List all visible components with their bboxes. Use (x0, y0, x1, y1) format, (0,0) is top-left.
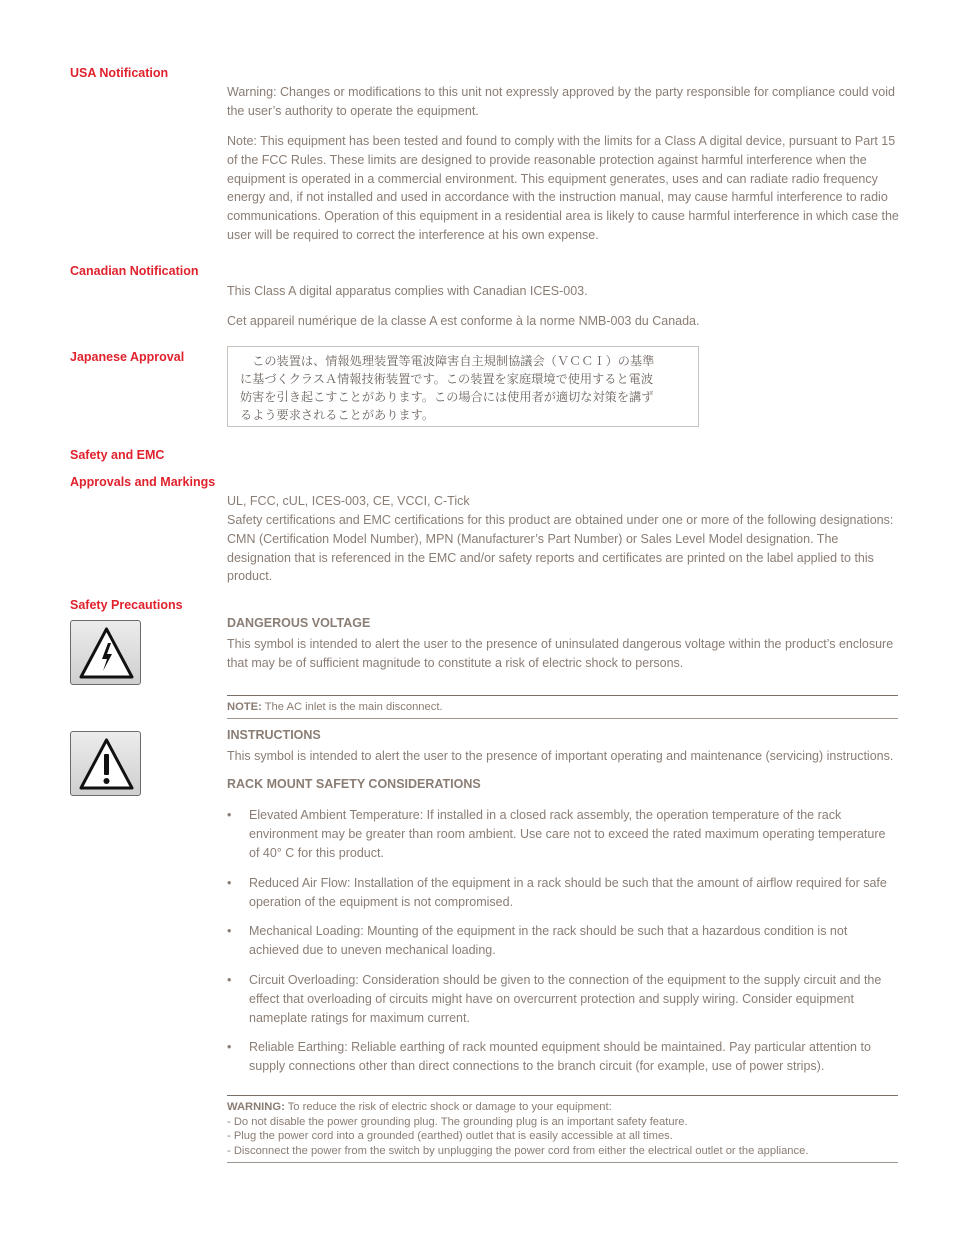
ac-inlet-note (227, 700, 899, 715)
exclamation-warning-icon (70, 731, 141, 796)
bullet-text: Mechanical Loading: Mounting of the equipment in the rack should be such that a hazardous condition is not achieved due to uneven mechanical loading. (249, 924, 848, 957)
usa-warning-text: Warning: Changes or modifications to this unit not expressly approved by the party responsible for compliance could void the user’s authority to operate the equipment. (227, 85, 895, 118)
note-top-rule (227, 695, 898, 696)
note-label: NOTE: (227, 701, 262, 713)
bullet-text: Reliable Earthing: Reliable earthing of rack mounted equipment should be maintained. Pay particular attention to supply connections other than direct connections to the branch circuit (for example, use of power strips). (249, 1040, 871, 1073)
usa-notification-heading: USA Notification (70, 66, 169, 80)
instructions-text: This symbol is intended to alert the user to the presence of important operating and maintenance (servicing) instructions. (227, 749, 894, 763)
warning-line: - Plug the power cord into a grounded (earthed) outlet that is easily accessible at all times. (227, 1130, 673, 1143)
approval-marks-text: UL, FCC, cUL, ICES-003, CE, VCCI, C-Tick (227, 494, 470, 508)
warning-block (227, 1100, 899, 1158)
warning-intro-text: To reduce the risk of electric shock or damage to your equipment: (284, 1101, 612, 1113)
warning-top-rule (227, 1095, 898, 1096)
warning-line: - Disconnect the power from the switch by unplugging the power cord from either the electrical outlet or the appliance. (227, 1144, 809, 1157)
vcci-line: 妨害を引き起こすことがあります。この場合には使用者が適切な対策を講ず (240, 390, 654, 404)
warning-intro (227, 1100, 899, 1115)
canadian-french-text: Cet appareil numérique de la classe A est conforme à la norme NMB-003 du Canada. (227, 314, 700, 328)
warning-label: WARNING: (227, 1101, 285, 1113)
vcci-notice-box (227, 346, 699, 427)
usa-note-text: Note: This equipment has been tested and found to comply with the limits for a Class A digital device, pursuant to Part 15 of the FCC Rules. These limits are designed to provide reasonable protection against harmful interference when the equipment is operated in a commercial environment. This equipment generates, uses and can radiate radio frequency energy and, if not installed and used in accordance with the instruction manual, may cause harmful interference to radio communications. Operation of this equipment in a residential area is likely to cause harmful interference in which case the user will be required to correct the interference at his own expense. (227, 134, 899, 242)
high-voltage-warning-icon (70, 620, 141, 685)
note-text: The AC inlet is the main disconnect. (261, 701, 443, 713)
note-bottom-rule (227, 718, 898, 719)
canadian-notification-heading: Canadian Notification (70, 264, 199, 278)
bullet-marker: • (227, 876, 232, 890)
bullet-marker: • (227, 808, 232, 822)
warning-bottom-rule (227, 1162, 898, 1163)
warning-line: - Do not disable the power grounding plug. The grounding plug is an important safety feature. (227, 1115, 688, 1128)
bullet-marker: • (227, 973, 232, 987)
bullet-marker: • (227, 1040, 232, 1054)
dangerous-voltage-title: DANGEROUS VOLTAGE (227, 616, 371, 630)
rack-mount-title: RACK MOUNT SAFETY CONSIDERATIONS (227, 777, 481, 791)
certifications-text: Safety certifications and EMC certifications for this product are obtained under one or more of the following designations: CMN (Certification Model Number), MPN (Manufacturer’s Part Number) or Sales Level Model designation. The designation that is referenced in the EMC and/or safety reports and certificates are printed on the label applied to this product. (227, 513, 894, 584)
approvals-markings-heading: Approvals and Markings (70, 475, 216, 489)
vcci-line: に基づくクラスＡ情報技術装置です。この装置を家庭環境で使用すると電波 (240, 372, 654, 386)
bullet-text: Circuit Overloading: Consideration should be given to the connection of the equipment to the supply circuit and the effect that overloading of circuits might have on overcurrent protection and supply wiring. Consider equipment nameplate ratings for maximum current. (249, 973, 882, 1025)
bullet-marker: • (227, 924, 232, 938)
canadian-english-text: This Class A digital apparatus complies with Canadian ICES-003. (227, 284, 588, 298)
vcci-line: るよう要求されることがあります。 (240, 408, 435, 422)
japanese-approval-heading: Japanese Approval (70, 350, 185, 364)
instructions-title: INSTRUCTIONS (227, 728, 321, 742)
bullet-text: Reduced Air Flow: Installation of the equipment in a rack should be such that the amount of airflow required for safe operation of the equipment is not compromised. (249, 876, 887, 909)
bullet-text: Elevated Ambient Temperature: If installed in a closed rack assembly, the operation temperature of the rack environment may be greater than room ambient. Use care not to exceed the rated maximum operating temperature of 40° C for this product. (249, 808, 886, 860)
dangerous-voltage-text: This symbol is intended to alert the user to the presence of uninsulated dangerous voltage within the product’s enclosure that may be of sufficient magnitude to constitute a risk of electric shock to persons. (227, 637, 894, 670)
safety-emc-heading: Safety and EMC (70, 448, 165, 462)
vcci-line: この装置は、情報処理装置等電波障害自主規制協議会（ＶＣＣＩ）の基準 (240, 354, 655, 368)
safety-precautions-heading: Safety Precautions (70, 598, 183, 612)
